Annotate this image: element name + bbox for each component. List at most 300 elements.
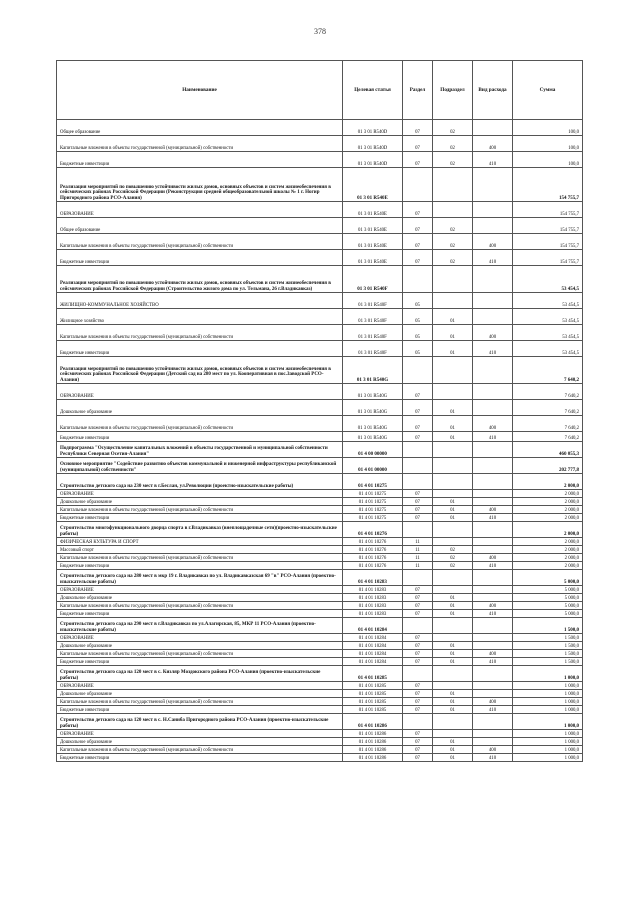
- row-target-cell: 01 4 01 10275: [343, 474, 403, 490]
- row-type-cell: [473, 730, 513, 738]
- row-subsection-cell: 02: [433, 218, 473, 234]
- table-row: [57, 586, 583, 594]
- row-name-cell: Подпрограмма "Осуществление капитальных вложений в объекты государственной и муниципальной собственности Республики Северная Осетия-Алания": [57, 442, 343, 458]
- table-row: [57, 682, 583, 690]
- row-type-cell: [473, 498, 513, 506]
- row-section-cell: [403, 357, 433, 384]
- table-row: [57, 168, 583, 202]
- row-target-cell: 01 4 01 10286: [343, 738, 403, 746]
- row-type-cell: [473, 442, 513, 458]
- row-type-cell: [473, 168, 513, 202]
- row-target-cell: 01 3 01 R540D: [343, 136, 403, 152]
- row-section-cell: 07: [403, 234, 433, 250]
- row-section-cell: 07: [403, 634, 433, 642]
- table-row: [57, 341, 583, 357]
- row-type-cell: [473, 618, 513, 634]
- row-section-cell: 07: [403, 384, 433, 400]
- row-section-cell: 07: [403, 136, 433, 152]
- row-name-cell: Строительство детского сада на 120 мест в с. Н.Саниба Пригородного района РСО-Алания (проектно-изыскательские работы): [57, 714, 343, 730]
- row-type-cell: 410: [473, 658, 513, 666]
- table-row: [57, 357, 583, 384]
- row-type-cell: 400: [473, 416, 513, 432]
- row-section-cell: 07: [403, 642, 433, 650]
- row-subsection-cell: [433, 538, 473, 546]
- row-type-cell: 410: [473, 706, 513, 714]
- row-type-cell: 410: [473, 562, 513, 570]
- row-section-cell: 07: [403, 682, 433, 690]
- row-section-cell: 07: [403, 754, 433, 762]
- table-row: [57, 570, 583, 586]
- row-sum-cell: 1 500,0: [513, 618, 583, 634]
- row-type-cell: [473, 120, 513, 136]
- row-section-cell: 07: [403, 490, 433, 498]
- row-subsection-cell: 01: [433, 514, 473, 522]
- row-target-cell: 01 3 01 R540F: [343, 309, 403, 325]
- row-sum-cell: 2 000,0: [513, 538, 583, 546]
- row-target-cell: 01 4 01 10284: [343, 642, 403, 650]
- row-name-cell: Бюджетные инвестиции: [57, 706, 343, 714]
- table-row: [57, 666, 583, 682]
- row-target-cell: 01 4 01 10283: [343, 586, 403, 594]
- table-row: [57, 698, 583, 706]
- row-name-cell: Дошкольное образование: [57, 498, 343, 506]
- row-type-cell: [473, 738, 513, 746]
- row-name-cell: Капитальные вложения в объекты государственной (муниципальной) собственности: [57, 698, 343, 706]
- row-name-cell: Бюджетные инвестиции: [57, 754, 343, 762]
- row-target-cell: 01 4 01 10285: [343, 690, 403, 698]
- table-row: [57, 642, 583, 650]
- row-section-cell: 11: [403, 546, 433, 554]
- table-row: [57, 714, 583, 730]
- row-subsection-cell: 01: [433, 400, 473, 416]
- table-row: [57, 562, 583, 570]
- row-subsection-cell: 01: [433, 706, 473, 714]
- row-name-cell: Бюджетные инвестиции: [57, 341, 343, 357]
- row-name-cell: Реализация мероприятий по повышению устойчивости жилых домов, основных объектов и систем жизнеобеспечения в сейсмических районах Российской Федерации (Реконструкция средней общеобразовательной школы № 1 г. Ногир Пригородного района РСО-Алания): [57, 168, 343, 202]
- row-subsection-cell: [433, 490, 473, 498]
- row-sum-cell: 2 000,0: [513, 546, 583, 554]
- row-sum-cell: 53 454,5: [513, 325, 583, 341]
- row-name-cell: Строительство детского сада на 120 мест в с. Кизляр Моздокского района РСО-Алания (проектно-изыскательские работы): [57, 666, 343, 682]
- row-sum-cell: 53 454,5: [513, 341, 583, 357]
- row-section-cell: 07: [403, 498, 433, 506]
- row-target-cell: 01 4 01 10284: [343, 658, 403, 666]
- page-number: 378: [314, 27, 326, 36]
- row-section-cell: 11: [403, 538, 433, 546]
- row-type-cell: 410: [473, 152, 513, 168]
- row-type-cell: [473, 546, 513, 554]
- row-subsection-cell: 01: [433, 698, 473, 706]
- row-target-cell: 01 4 01 10285: [343, 698, 403, 706]
- row-name-cell: Бюджетные инвестиции: [57, 432, 343, 442]
- row-section-cell: 07: [403, 698, 433, 706]
- row-name-cell: Реализация мероприятий по повышению устойчивости жилых домов, основных объектов и систем жизнеобеспечения в сейсмических районах Российской Федерации (Детский сад на 280 мест по ул. Кооперативная в пос.Заводской РСО-Алания): [57, 357, 343, 384]
- header-name: Наименование: [57, 61, 343, 120]
- row-section-cell: 07: [403, 586, 433, 594]
- table-body: [57, 120, 583, 762]
- row-sum-cell: 154 755,7: [513, 218, 583, 234]
- row-sum-cell: 53 454,5: [513, 309, 583, 325]
- table-row: [57, 650, 583, 658]
- row-subsection-cell: 01: [433, 416, 473, 432]
- row-section-cell: [403, 522, 433, 538]
- table-row: [57, 610, 583, 618]
- table-row: [57, 152, 583, 168]
- row-section-cell: 11: [403, 562, 433, 570]
- row-name-cell: ОБРАЗОВАНИЕ: [57, 202, 343, 218]
- row-sum-cell: 1 000,0: [513, 730, 583, 738]
- row-subsection-cell: [433, 168, 473, 202]
- row-name-cell: Жилищное хозяйство: [57, 309, 343, 325]
- row-target-cell: 01 3 01 R540F: [343, 266, 403, 293]
- row-target-cell: 01 4 01 10275: [343, 490, 403, 498]
- row-target-cell: 01 4 01 10275: [343, 514, 403, 522]
- row-sum-cell: 1 000,0: [513, 706, 583, 714]
- row-subsection-cell: 01: [433, 341, 473, 357]
- row-target-cell: 01 4 01 10286: [343, 730, 403, 738]
- header-section: Раздел: [403, 61, 433, 120]
- row-name-cell: Реализация мероприятий по повышению устойчивости жилых домов, основных объектов и систем жизнеобеспечения в сейсмических районах Российской Федерации (Строительство жилого дома по ул. Тельмана, 26 г.Владикавказ): [57, 266, 343, 293]
- row-subsection-cell: [433, 293, 473, 309]
- row-type-cell: 400: [473, 234, 513, 250]
- row-target-cell: 01 3 01 R540F: [343, 341, 403, 357]
- row-subsection-cell: 02: [433, 546, 473, 554]
- table-row: [57, 506, 583, 514]
- row-type-cell: [473, 522, 513, 538]
- row-subsection-cell: [433, 634, 473, 642]
- row-target-cell: 01 4 00 00000: [343, 442, 403, 458]
- row-target-cell: 01 4 01 10276: [343, 538, 403, 546]
- row-subsection-cell: 01: [433, 610, 473, 618]
- table-row: [57, 690, 583, 698]
- row-sum-cell: 1 500,0: [513, 658, 583, 666]
- row-type-cell: 400: [473, 325, 513, 341]
- row-name-cell: ОБРАЗОВАНИЕ: [57, 634, 343, 642]
- row-name-cell: Капитальные вложения в объекты государственной (муниципальной) собственности: [57, 650, 343, 658]
- table-row: [57, 498, 583, 506]
- table-row: [57, 293, 583, 309]
- table-row: [57, 594, 583, 602]
- row-sum-cell: 1 000,0: [513, 746, 583, 754]
- row-sum-cell: 1 000,0: [513, 690, 583, 698]
- row-type-cell: [473, 538, 513, 546]
- row-section-cell: [403, 168, 433, 202]
- row-name-cell: ФИЗИЧЕСКАЯ КУЛЬТУРА И СПОРТ: [57, 538, 343, 546]
- row-name-cell: Дошкольное образование: [57, 738, 343, 746]
- row-sum-cell: 2 000,0: [513, 514, 583, 522]
- table-row: [57, 120, 583, 136]
- row-type-cell: [473, 293, 513, 309]
- row-type-cell: 410: [473, 250, 513, 266]
- row-subsection-cell: 02: [433, 152, 473, 168]
- table-row: [57, 738, 583, 746]
- row-target-cell: 01 4 01 10286: [343, 754, 403, 762]
- row-subsection-cell: 02: [433, 554, 473, 562]
- row-name-cell: Бюджетные инвестиции: [57, 152, 343, 168]
- row-name-cell: Строительство многофункционального дворца спорта в г.Владикавказ (внеплощадочные сети)(проектно-изыскательские работы): [57, 522, 343, 538]
- row-target-cell: 01 4 01 10283: [343, 602, 403, 610]
- row-name-cell: Бюджетные инвестиции: [57, 562, 343, 570]
- row-subsection-cell: [433, 586, 473, 594]
- row-target-cell: 01 4 01 10276: [343, 554, 403, 562]
- row-sum-cell: 5 000,0: [513, 586, 583, 594]
- table-row: [57, 490, 583, 498]
- row-name-cell: Строительство детского сада на 280 мест в мкр 19 г. Владикавказ по ул. Владикавказская 69 "в" РСО-Алания (проектно-изыскательские работы): [57, 570, 343, 586]
- row-section-cell: 07: [403, 416, 433, 432]
- table-row: [57, 309, 583, 325]
- row-section-cell: 05: [403, 341, 433, 357]
- row-subsection-cell: [433, 522, 473, 538]
- row-subsection-cell: 02: [433, 136, 473, 152]
- row-type-cell: [473, 490, 513, 498]
- row-sum-cell: 1 500,0: [513, 650, 583, 658]
- row-sum-cell: 1 000,0: [513, 666, 583, 682]
- row-name-cell: Капитальные вложения в объекты государственной (муниципальной) собственности: [57, 506, 343, 514]
- table-row: [57, 432, 583, 442]
- row-section-cell: 07: [403, 120, 433, 136]
- row-sum-cell: 1 000,0: [513, 714, 583, 730]
- table-row: [57, 416, 583, 432]
- row-type-cell: 400: [473, 602, 513, 610]
- table-row: [57, 554, 583, 562]
- row-section-cell: 07: [403, 730, 433, 738]
- table-row: [57, 546, 583, 554]
- row-section-cell: 05: [403, 293, 433, 309]
- row-type-cell: 400: [473, 746, 513, 754]
- row-subsection-cell: [433, 666, 473, 682]
- table-row: [57, 706, 583, 714]
- row-name-cell: Капитальные вложения в объекты государственной (муниципальной) собственности: [57, 325, 343, 341]
- row-subsection-cell: 01: [433, 309, 473, 325]
- row-section-cell: 07: [403, 650, 433, 658]
- table-row: [57, 634, 583, 642]
- row-target-cell: 01 4 01 10283: [343, 594, 403, 602]
- row-type-cell: 400: [473, 506, 513, 514]
- row-sum-cell: 2 000,0: [513, 506, 583, 514]
- header-subsection: Подраздел: [433, 61, 473, 120]
- table-row: [57, 754, 583, 762]
- row-name-cell: Бюджетные инвестиции: [57, 658, 343, 666]
- row-type-cell: 400: [473, 554, 513, 562]
- row-target-cell: 01 3 01 R540G: [343, 432, 403, 442]
- row-name-cell: Бюджетные инвестиции: [57, 610, 343, 618]
- row-sum-cell: 1 500,0: [513, 642, 583, 650]
- row-sum-cell: 100,0: [513, 152, 583, 168]
- table-row: [57, 474, 583, 490]
- row-target-cell: 01 4 01 10284: [343, 634, 403, 642]
- row-type-cell: 410: [473, 341, 513, 357]
- table-row: [57, 746, 583, 754]
- row-subsection-cell: 01: [433, 506, 473, 514]
- row-target-cell: 01 4 01 10276: [343, 562, 403, 570]
- row-type-cell: [473, 384, 513, 400]
- row-type-cell: 400: [473, 698, 513, 706]
- row-target-cell: 01 4 01 10283: [343, 610, 403, 618]
- row-section-cell: 05: [403, 309, 433, 325]
- row-subsection-cell: [433, 458, 473, 474]
- row-section-cell: 07: [403, 152, 433, 168]
- row-subsection-cell: [433, 202, 473, 218]
- row-section-cell: 07: [403, 250, 433, 266]
- row-target-cell: 01 3 01 R540F: [343, 293, 403, 309]
- row-section-cell: 07: [403, 506, 433, 514]
- row-target-cell: 01 4 01 10283: [343, 570, 403, 586]
- row-subsection-cell: 01: [433, 690, 473, 698]
- row-sum-cell: 154 755,7: [513, 202, 583, 218]
- table-header-row: [57, 61, 583, 120]
- header-sum: Сумма: [513, 61, 583, 120]
- row-name-cell: Дошкольное образование: [57, 690, 343, 698]
- row-target-cell: 01 3 01 R540G: [343, 357, 403, 384]
- row-sum-cell: 1 000,0: [513, 682, 583, 690]
- row-target-cell: 01 4 01 10284: [343, 618, 403, 634]
- row-section-cell: 07: [403, 594, 433, 602]
- row-target-cell: 01 4 01 00000: [343, 458, 403, 474]
- row-section-cell: 05: [403, 325, 433, 341]
- row-subsection-cell: [433, 474, 473, 490]
- row-sum-cell: 2 000,0: [513, 474, 583, 490]
- row-sum-cell: 1 000,0: [513, 738, 583, 746]
- row-subsection-cell: 01: [433, 602, 473, 610]
- table-row: [57, 458, 583, 474]
- row-name-cell: ОБРАЗОВАНИЕ: [57, 586, 343, 594]
- row-subsection-cell: 01: [433, 498, 473, 506]
- row-section-cell: 07: [403, 432, 433, 442]
- row-sum-cell: 2 000,0: [513, 554, 583, 562]
- row-subsection-cell: 02: [433, 120, 473, 136]
- row-section-cell: [403, 714, 433, 730]
- row-sum-cell: 2 000,0: [513, 498, 583, 506]
- row-type-cell: [473, 474, 513, 490]
- table-row: [57, 250, 583, 266]
- row-sum-cell: 5 000,0: [513, 594, 583, 602]
- row-name-cell: Строительство детского сада на 230 мест в г.Беслан, ул.Революции (проектно-изыскательские работы): [57, 474, 343, 490]
- row-sum-cell: 1 500,0: [513, 634, 583, 642]
- row-type-cell: [473, 594, 513, 602]
- row-section-cell: 07: [403, 746, 433, 754]
- row-target-cell: 01 4 01 10276: [343, 522, 403, 538]
- row-subsection-cell: [433, 570, 473, 586]
- table-row: [57, 234, 583, 250]
- row-type-cell: [473, 714, 513, 730]
- row-subsection-cell: [433, 357, 473, 384]
- budget-table: [56, 60, 583, 762]
- row-section-cell: [403, 474, 433, 490]
- row-section-cell: 07: [403, 602, 433, 610]
- row-subsection-cell: 01: [433, 642, 473, 650]
- row-subsection-cell: 01: [433, 754, 473, 762]
- row-subsection-cell: 02: [433, 250, 473, 266]
- row-section-cell: 07: [403, 610, 433, 618]
- row-sum-cell: 100,0: [513, 136, 583, 152]
- row-sum-cell: 2 000,0: [513, 562, 583, 570]
- row-section-cell: [403, 618, 433, 634]
- header-expense-type: Вид расхода: [473, 61, 513, 120]
- row-type-cell: [473, 690, 513, 698]
- row-subsection-cell: 01: [433, 432, 473, 442]
- row-type-cell: [473, 400, 513, 416]
- row-target-cell: 01 4 01 10286: [343, 746, 403, 754]
- table-row: [57, 202, 583, 218]
- row-type-cell: [473, 202, 513, 218]
- row-sum-cell: 5 000,0: [513, 570, 583, 586]
- row-name-cell: Основное мероприятие "Содействие развитию объектов коммунальной и инженерной инфраструктуры республиканской (муниципальной) собственности": [57, 458, 343, 474]
- row-name-cell: Строительство детского сада на 290 мест в г.Владикавказ по ул.Алагирская, 85, МКР 11 РСО-Алания (проектно-изыскательские работы): [57, 618, 343, 634]
- row-sum-cell: 7 640,2: [513, 416, 583, 432]
- row-sum-cell: 202 777,8: [513, 458, 583, 474]
- row-sum-cell: 7 640,2: [513, 432, 583, 442]
- row-sum-cell: 53 454,5: [513, 293, 583, 309]
- row-section-cell: [403, 458, 433, 474]
- row-sum-cell: 1 000,0: [513, 754, 583, 762]
- row-target-cell: 01 4 01 10276: [343, 546, 403, 554]
- row-target-cell: 01 3 01 R540D: [343, 120, 403, 136]
- row-section-cell: 07: [403, 658, 433, 666]
- row-type-cell: 410: [473, 610, 513, 618]
- table-row: [57, 658, 583, 666]
- row-name-cell: Дошкольное образование: [57, 400, 343, 416]
- row-name-cell: Капитальные вложения в объекты государственной (муниципальной) собственности: [57, 234, 343, 250]
- row-target-cell: 01 3 01 R540G: [343, 384, 403, 400]
- row-name-cell: Капитальные вложения в объекты государственной (муниципальной) собственности: [57, 416, 343, 432]
- table-row: [57, 384, 583, 400]
- row-type-cell: 410: [473, 514, 513, 522]
- row-subsection-cell: 02: [433, 234, 473, 250]
- row-subsection-cell: 01: [433, 738, 473, 746]
- row-sum-cell: 5 000,0: [513, 602, 583, 610]
- row-name-cell: Капитальные вложения в объекты государственной (муниципальной) собственности: [57, 602, 343, 610]
- row-target-cell: 01 3 01 R540F: [343, 325, 403, 341]
- row-sum-cell: 1 000,0: [513, 698, 583, 706]
- row-section-cell: 07: [403, 514, 433, 522]
- row-sum-cell: 7 640,2: [513, 400, 583, 416]
- table-row: [57, 136, 583, 152]
- table-row: [57, 618, 583, 634]
- row-name-cell: Общее образование: [57, 120, 343, 136]
- table-row: [57, 400, 583, 416]
- row-type-cell: 410: [473, 432, 513, 442]
- row-type-cell: [473, 666, 513, 682]
- row-target-cell: 01 3 01 R540G: [343, 400, 403, 416]
- row-name-cell: Бюджетные инвестиции: [57, 514, 343, 522]
- table-row: [57, 514, 583, 522]
- row-section-cell: 07: [403, 202, 433, 218]
- table-row: [57, 730, 583, 738]
- row-name-cell: Капитальные вложения в объекты государственной (муниципальной) собственности: [57, 136, 343, 152]
- row-target-cell: 01 4 01 10275: [343, 498, 403, 506]
- row-section-cell: [403, 570, 433, 586]
- row-name-cell: Общее образование: [57, 218, 343, 234]
- header-target: Целевая статья: [343, 61, 403, 120]
- row-section-cell: 07: [403, 218, 433, 234]
- row-section-cell: 07: [403, 706, 433, 714]
- row-name-cell: Массовый спорт: [57, 546, 343, 554]
- row-subsection-cell: [433, 618, 473, 634]
- row-target-cell: 01 4 01 10285: [343, 666, 403, 682]
- row-sum-cell: 100,0: [513, 120, 583, 136]
- row-subsection-cell: 01: [433, 746, 473, 754]
- row-sum-cell: 2 000,0: [513, 490, 583, 498]
- row-type-cell: [473, 266, 513, 293]
- table-row: [57, 266, 583, 293]
- table-row: [57, 442, 583, 458]
- table-row: [57, 218, 583, 234]
- row-subsection-cell: 01: [433, 650, 473, 658]
- row-subsection-cell: [433, 442, 473, 458]
- row-type-cell: [473, 458, 513, 474]
- row-name-cell: Капитальные вложения в объекты государственной (муниципальной) собственности: [57, 746, 343, 754]
- row-target-cell: 01 4 01 10285: [343, 706, 403, 714]
